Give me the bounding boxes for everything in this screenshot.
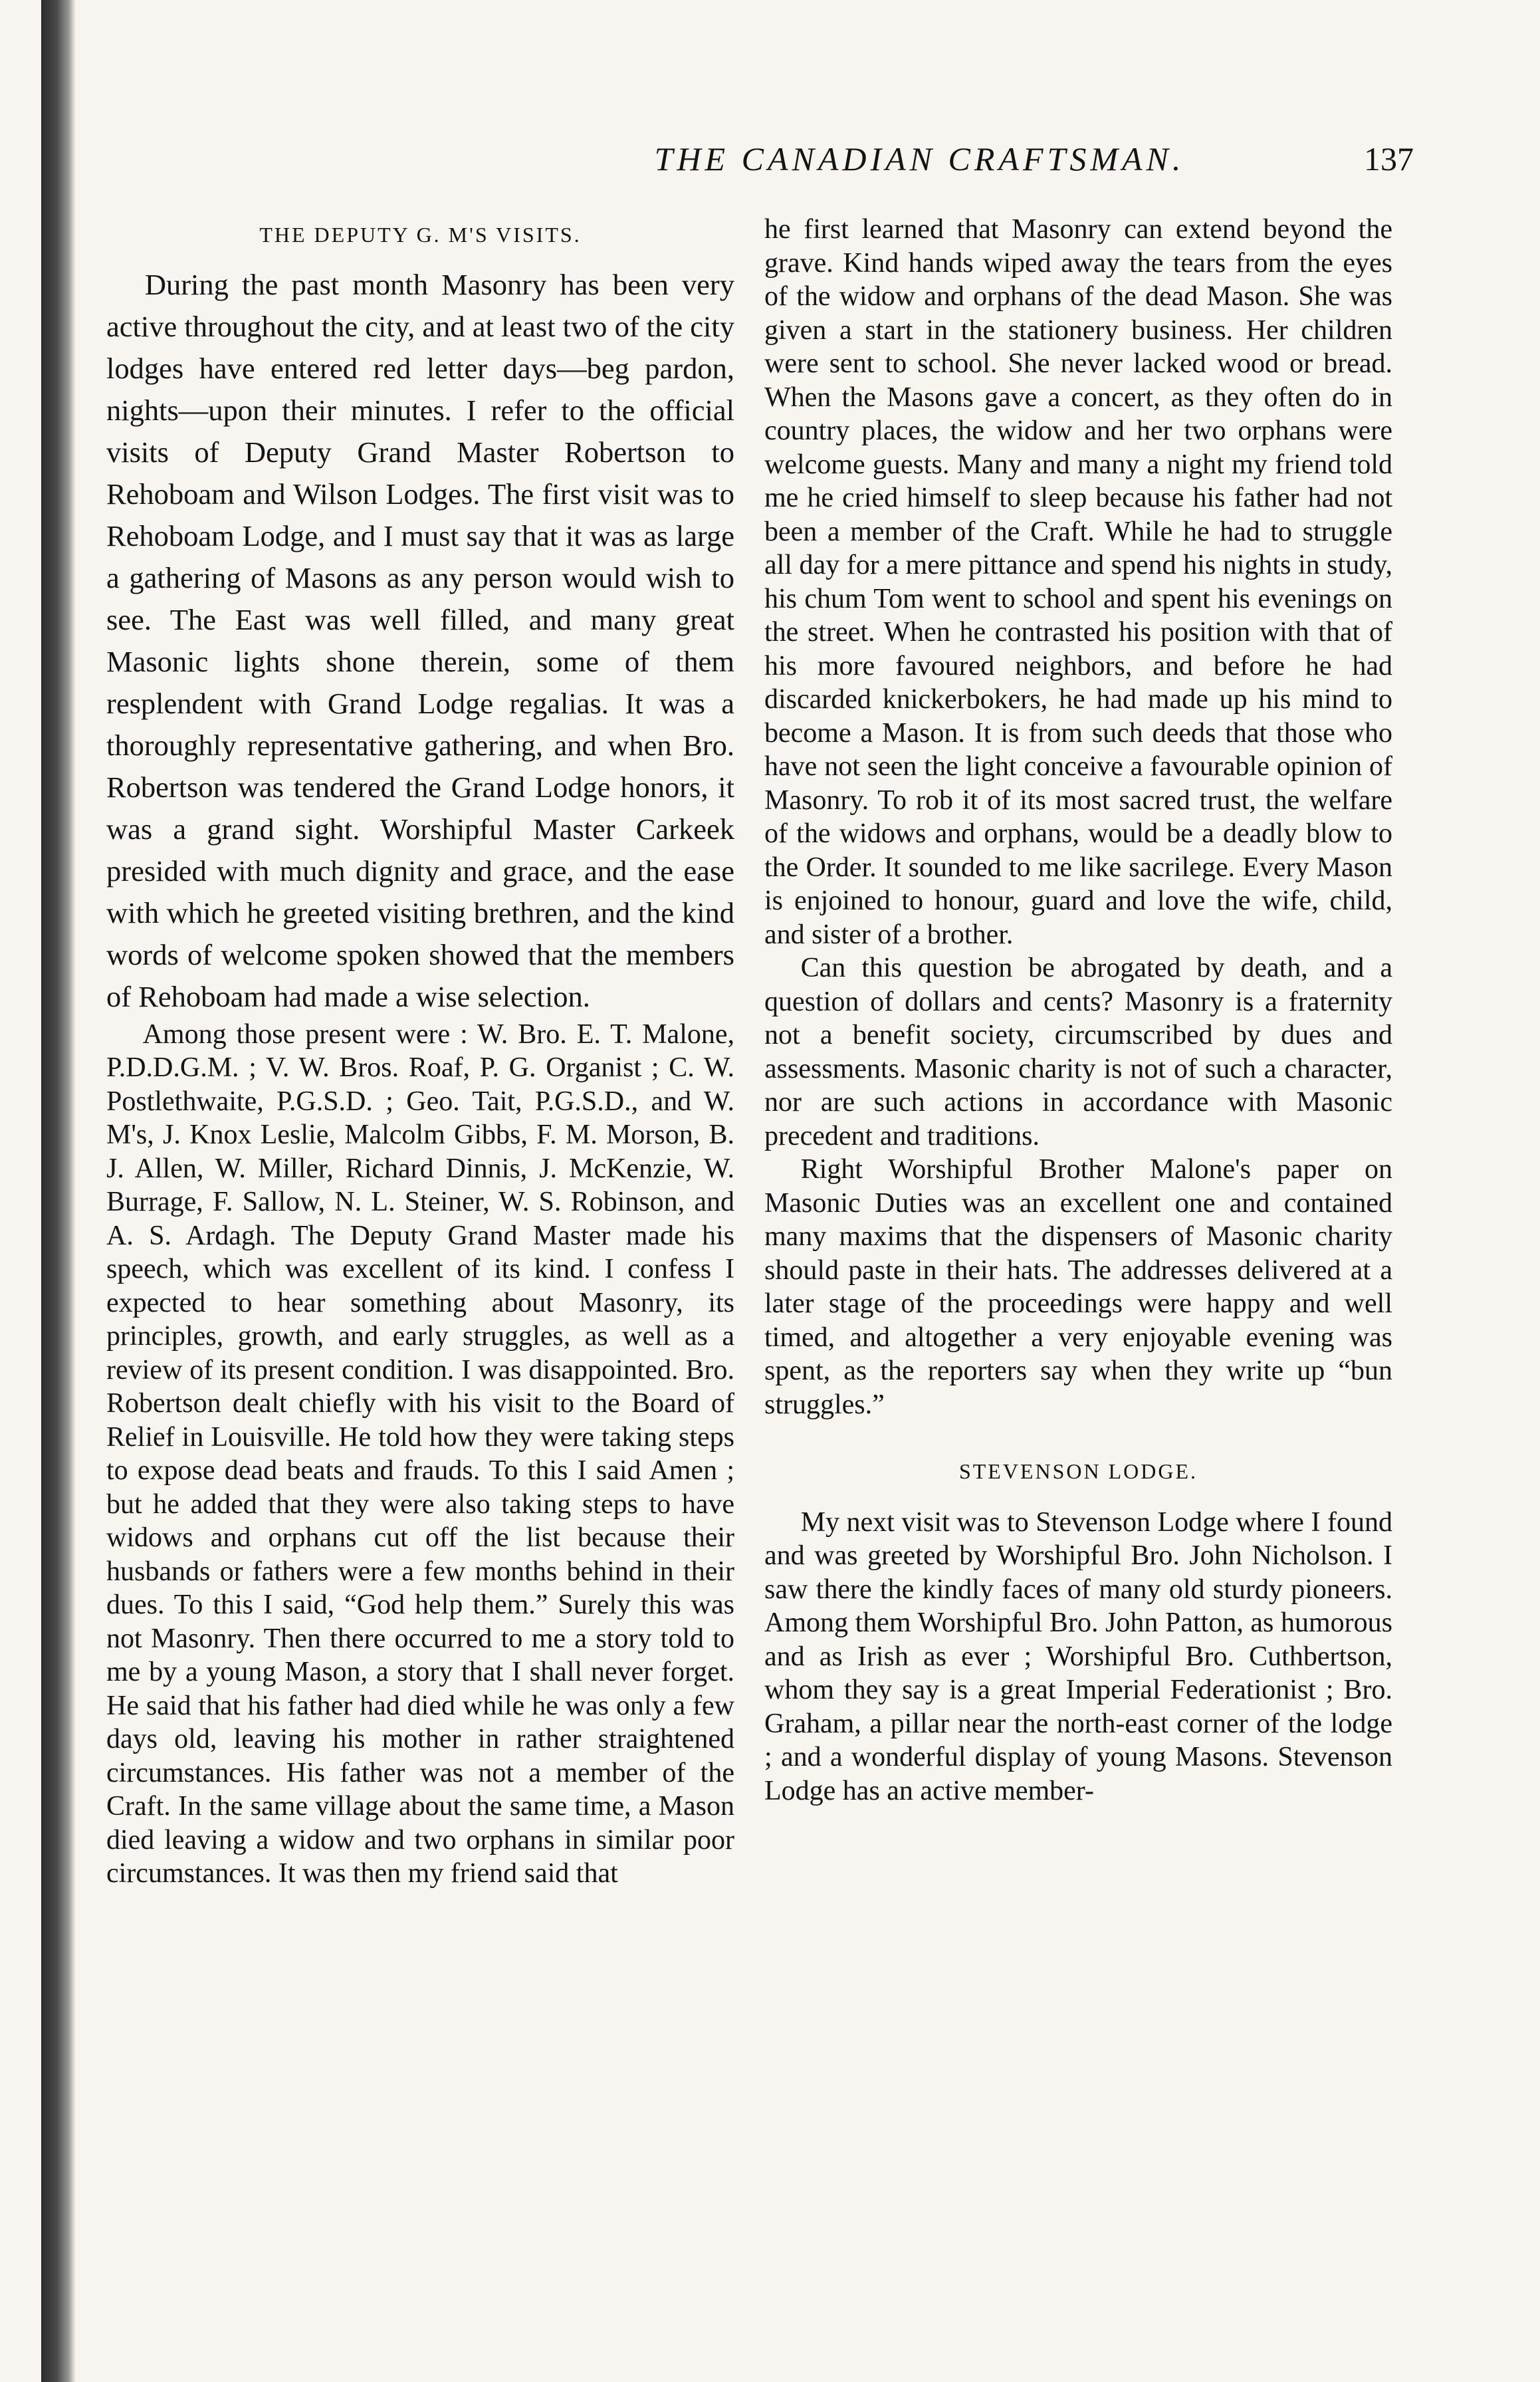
publication-title: THE CANADIAN CRAFTSMAN. [654,140,1185,178]
paragraph: Among those present were : W. Bro. E. T. Malone, P.D.D.G.M. ; V. W. Bros. Roaf, P. G. Organist ; C. W. Postlethwaite, P.G.S.D. ; Geo. Tait, P.G.S.D., and W. M's, J. Knox Leslie, Malcolm Gibbs, F. M. Morson, B. J. Allen, W. Miller, Richard Dinnis, J. McKenzie, W. Burrage, F. Sallow, N. L. Steiner, W. S. Robinson, and A. S. Ardagh. The Deputy Grand Master made his speech, which was excellent of its kind. I confess I expected to hear something about Masonry, its principles, growth, and early struggles, as well as a review of its present condition. I was disappointed. Bro. Robertson dealt chiefly with his visit to the Board of Relief in Louisville. He told how they were taking steps to expose dead beats and frauds. To this I said Amen ; but he added that they were also taking steps to have widows and orphans cut off the list because their husbands or fathers were a few months behind in their dues. To this I said, “God help them.” Surely this was not Masonry. Then there occurred to me a story told to me by a young Mason, a story that I shall never forget. He said that his father had died while he was only a few days old, leaving his mother in rather straightened circumstances. His father was not a member of the Craft. In the same village about the same time, a Mason died leaving a widow and two orphans in similar poor circumstances. It was then my friend said that [106,1018,734,1889]
right-column [764,213,1392,2355]
paragraph: Can this question be abrogated by death, and a question of dollars and cents? Masonry is a fraternity not a benefit society, circumscribed by dues and assessments. Masonic charity is not of such a character, nor are such actions in accordance with Masonic precedent and traditions. [764,953,1392,1151]
page-number: 137 [1364,140,1414,178]
running-header [425,140,1414,186]
left-column [106,213,734,2355]
page-binding-edge [41,0,76,2382]
section-heading-deputy-visits: THE DEPUTY G. M'S VISITS. [259,223,582,247]
paragraph: During the past month Masonry has been very active throughout the city, and at least two of the city lodges have entered red letter days—beg pardon, nights—upon their minutes. I refer to the official visits of Deputy Grand Master Robertson to Rehoboam and Wilson Lodges. The first visit was to Rehoboam Lodge, and I must say that it was as large a gathering of Masons as any person would wish to see. The East was well filled, and many great Masonic lights shone therein, some of them resplendent with Grand Lodge regalias. It was a thoroughly representative gathering, and when Bro. Robertson was tendered the Grand Lodge honors, it was a grand sight. Worshipful Master Carkeek presided with much dignity and grace, and the ease with which he greeted visiting brethren, and the kind words of welcome spoken showed that the members of Rehoboam had made a wise selection. [106,267,734,1013]
paragraph: he first learned that Masonry can extend beyond the grave. Kind hands wiped away the tears from the eyes of the widow and orphans of the dead Mason. She was given a start in the stationery business. Her children were sent to school. She never lacked wood or bread. When the Masons gave a concert, as they often do in country places, the widow and her two orphans were welcome guests. Many and many a night my friend told me he cried himself to sleep because his father had not been a member of the Craft. While he had to struggle all day for a mere pittance and spend his nights in study, his chum Tom went to school and spent his evenings on the street. When he contrasted his position with that of his more favoured neighbors, and before he had discarded knickerbokers, he had made up his mind to become a Mason. It is from such deeds that those who have not seen the light conceive a favourable opinion of Masonry. To rob it of its most sacred trust, the welfare of the widows and orphans, would be a deadly blow to the Order. It sounded to me like sacrilege. Every Mason is enjoined to honour, guard and love the wife, child, and sister of a brother. [764,214,1392,950]
paragraph: My next visit was to Stevenson Lodge where I found and was greeted by Worshipful Bro. John Nicholson. I saw there the kindly faces of many old sturdy pioneers. Among them Worshipful Bro. John Patton, as humorous and as Irish as ever ; Worshipful Bro. Cuthbertson, whom they say is a great Imperial Federationist ; Bro. Graham, a pillar near the north-east corner of the lodge ; and a wonderful display of young Masons. Stevenson Lodge has an active member- [764,1506,1392,1806]
paragraph: Right Worshipful Brother Malone's paper on Masonic Duties was an excellent one and contained many maxims that the dispensers of Masonic charity should paste in their hats. The addresses delivered at a later stage of the proceedings were happy and well timed, and altogether a very enjoyable evening was spent, as the reporters say when they write up “bun struggles.” [764,1154,1392,1420]
section-heading-stevenson-lodge: STEVENSON LODGE. [958,1459,1198,1483]
